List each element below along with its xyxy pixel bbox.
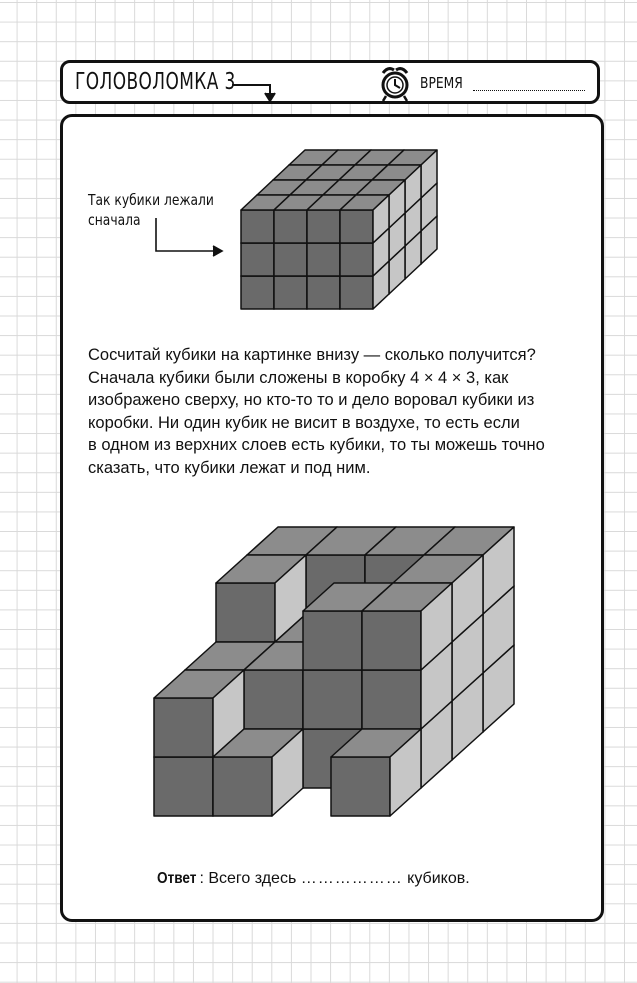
cube-front: [216, 583, 275, 642]
caption-arrow-icon: [156, 218, 222, 256]
cube-front: [274, 243, 307, 276]
cube-front: [340, 243, 373, 276]
cube-front: [241, 243, 274, 276]
cube-front: [244, 670, 303, 729]
cube-front: [303, 670, 362, 729]
cube-front: [274, 210, 307, 243]
cube-front: [274, 276, 307, 309]
caption-line-2: сначала: [88, 211, 141, 229]
cube-front: [307, 243, 340, 276]
instruction-line: в одном из верхних слоев есть кубики, то ты можешь точно: [88, 436, 545, 455]
cube-front: [154, 757, 213, 816]
cube-front: [303, 611, 362, 670]
answer-text-before: : Всего здесь: [199, 870, 301, 887]
remaining-cubes: [154, 527, 514, 816]
cube-front: [340, 276, 373, 309]
answer-label: Ответ: [157, 870, 197, 887]
cube-front: [241, 210, 274, 243]
initial-cube-box: [241, 150, 437, 309]
cube-front: [362, 670, 421, 729]
instruction-line: Сосчитай кубики на картинке внизу — сколько получится?: [88, 346, 536, 364]
cube-front: [213, 757, 272, 816]
cube-front: [362, 611, 421, 670]
cube-front: [154, 698, 213, 757]
cube-front: [241, 276, 274, 309]
answer-text-after: кубиков.: [402, 870, 470, 887]
arrow-icon: [232, 85, 275, 101]
caption-line-1: Так кубики лежали: [88, 191, 214, 209]
puzzle-title: ГОЛОВОЛОМКА 3: [75, 69, 236, 95]
answer-blank[interactable]: ………………: [300, 870, 403, 887]
cube-front: [340, 210, 373, 243]
instruction-line: сказать, что кубики лежат и под ним.: [88, 458, 371, 477]
cube: [340, 195, 389, 243]
time-label: ВРЕМЯ: [420, 74, 463, 92]
instruction-line: Сначала кубики были сложены в коробку 4 × 4 × 3, как: [88, 368, 509, 387]
cube-front: [307, 276, 340, 309]
cube-front: [307, 210, 340, 243]
alarm-clock-icon: [383, 69, 407, 101]
instruction-line: изображено сверху, но кто-то то и дело воровал кубики из: [88, 391, 535, 410]
instruction-line: коробки. Ни один кубик не висит в воздухе, то есть если: [88, 413, 520, 432]
cube-front: [331, 757, 390, 816]
